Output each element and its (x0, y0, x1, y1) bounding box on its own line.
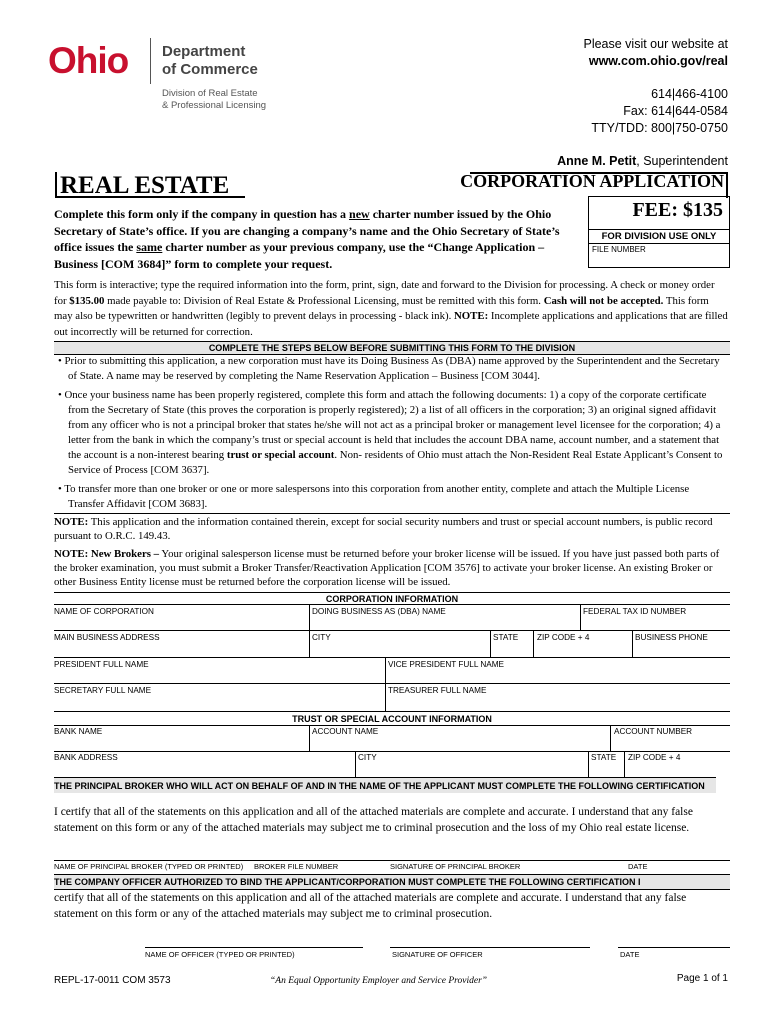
corp-col-line (490, 630, 491, 658)
title-right-rule (726, 172, 728, 198)
footer-motto: “An Equal Opportunity Employer and Service Provider” (270, 976, 488, 986)
officer-date-field[interactable]: DATE (620, 950, 640, 959)
bank-zip-field[interactable]: ZIP CODE + 4 (628, 753, 681, 762)
trust-band-line (54, 725, 730, 726)
account-name-field[interactable]: ACCOUNT NAME (312, 727, 379, 736)
corp-col-line (533, 630, 534, 658)
broker-sign-line (54, 860, 730, 861)
note-new-brokers (54, 547, 726, 589)
officer-name-line (145, 947, 363, 948)
note2-label: NOTE: New Brokers – (54, 548, 160, 560)
title-corporation-application: CORPORATION APPLICATION (460, 171, 724, 191)
officer-signature-field[interactable]: SIGNATURE OF OFFICER (392, 950, 483, 959)
intro-instructions (54, 206, 579, 272)
trust-col-line (624, 751, 625, 777)
superintendent-name: Anne M. Petit (557, 154, 637, 168)
corp-info-band: CORPORATION INFORMATION (54, 592, 730, 605)
corp-col-line (309, 604, 310, 630)
step-bullet-1: • Prior to submitting this application, a new corporation must have its Doing Business As (DBA) name approved by the Superintendent and the Secretary of State. A name may be reserved by completing the Name Reservation Application – Business [COM 3044]. (58, 355, 720, 382)
intro-part1: Complete this form only if the company in question has a (54, 207, 350, 221)
federal-tax-id-field[interactable]: FEDERAL TAX ID NUMBER (583, 607, 687, 616)
dba-name-field[interactable]: DOING BUSINESS AS (DBA) NAME (312, 607, 446, 616)
broker-file-number-field[interactable]: BROKER FILE NUMBER (254, 862, 339, 871)
instr-b: made payable to: Division of Real Estate & Professional Licensing, must be remitted with this form. (104, 294, 544, 307)
step2-text-a: Once your business name has been properly registered, complete this form and attach the following documents: 1) a copy of the corporate certificate from the Secretary of State (this proves the corporation is properly registered); 2) a list of all officers in the corporation; 3) an original signed affidavit from any officer who is not a principal broker that states he/she will not act as a principal broker or management level licensee for the corporation; 4) a letter from the bank in which the company’s trust or special account is held that includes the account DBA name, account number, and a statement that the account is a non-interest bearing (64, 389, 721, 461)
visit-text: Please visit our website at (583, 37, 728, 51)
corp-band-line (54, 604, 730, 605)
division-line2: & Professional Licensing (162, 100, 267, 111)
corp-row-line (54, 630, 730, 631)
phone-number: 614|466-4100 (651, 87, 728, 101)
account-number-field[interactable]: ACCOUNT NUMBER (614, 727, 693, 736)
instr-a: This form is interactive; type the required information into the form, print, sign, date and forward to the Division for processing. A check or money order for (54, 279, 715, 307)
division-name (162, 88, 266, 112)
broker-date-field[interactable]: DATE (628, 862, 648, 871)
form-id: REPL-17-0011 COM 3573 (54, 975, 171, 986)
step-bullet-2: • Once your business name has been properly registered, complete this form and attach the following documents: 1) a copy of the corporate certificate from the Secretary of State (this proves the corporation is properly registered); 2) a list of all officers in the corporation; 3) an original signed affidavit from any officer who is not a principal broker that states he/she will not act as a principal broker or management level licensee for the corporation; 4) a letter from the bank in which the company’s trust or special account is held that includes the account DBA name, account number, and a statement that the account is a non-interest bearing trust or special account. Non- residents of Ohio must attach the Non-Resident Real Estate Applicant’s Consent to Service of Process [COM 3637]. (58, 389, 723, 476)
trust-info-band: TRUST OR SPECIAL ACCOUNT INFORMATION (292, 714, 492, 724)
treasurer-name-field[interactable]: TREASURER FULL NAME (388, 686, 487, 695)
instr-amount: $135.00 (69, 294, 105, 307)
instr-d: Incomplete applications and applications that are filled out incorrectly will be returned for correction. (54, 310, 728, 338)
trust-col-line (588, 751, 589, 777)
instr-note: NOTE: (453, 310, 489, 322)
principal-broker-name-field[interactable]: NAME OF PRINCIPAL BROKER (TYPED OR PRINTED) (54, 862, 244, 871)
corp-col-line (385, 657, 386, 711)
bank-city-field[interactable]: CITY (358, 753, 377, 762)
title-real-estate: REAL ESTATE (60, 172, 230, 199)
contact-block (557, 36, 728, 170)
officer-date-line (618, 947, 730, 948)
officer-name-field[interactable]: NAME OF OFFICER (TYPED OR PRINTED) (145, 950, 295, 959)
step-bullet-3: • To transfer more than one broker or one or more salespersons into this corporation from another entity, complete and attach the Multiple License Transfer Affidavit [COM 3683]. (58, 483, 690, 510)
dept-line1: Department (162, 43, 246, 60)
logo-divider (150, 38, 151, 84)
main-business-address-field[interactable]: MAIN BUSINESS ADDRESS (54, 633, 160, 642)
fee-box (588, 196, 730, 268)
bank-state-field[interactable]: STATE (591, 753, 617, 762)
corp-row-line (54, 683, 730, 684)
fee-amount: FEE: $135 (632, 199, 723, 221)
trust-col-line (355, 751, 356, 777)
page-number: Page 1 of 1 (676, 973, 728, 984)
intro-part2: charter number issued by the Ohio Secretary of State’s office. If you are changing a company’s name and the Ohio Secretary of State’s office issues the (54, 207, 560, 254)
ohio-logo: Ohio (48, 40, 129, 81)
president-name-field[interactable]: PRESIDENT FULL NAME (54, 660, 149, 669)
state-field[interactable]: STATE (493, 633, 519, 642)
zip-code-field[interactable]: ZIP CODE + 4 (537, 633, 590, 642)
broker-cert-text: I certify that all of the statements on this application and all of the attached materials are complete and accurate. I understand that any false statement on this form or any of the attached materials may subject me to criminal prosecution and the loss of my Ohio real estate license. (54, 806, 693, 834)
step2-text-b: . Non- residents of Ohio must attach the Non-Resident Real Estate Applicant’s Consent to Service of Process [COM 3637]. (68, 449, 723, 476)
broker-cert-band: THE PRINCIPAL BROKER WHO WILL ACT ON BEHALF OF AND IN THE NAME OF THE APPLICANT MUST COMPLETE THE FOLLOWING CERTIFICATION (54, 777, 716, 793)
division-line1: Division of Real Estate (162, 88, 258, 99)
trust-col-line (309, 725, 310, 751)
superintendent (557, 153, 728, 170)
note1-text: This application and the information contained therein, except for social security numbers and trust or special account numbers, is public record pursuant to O.R.C. 149.43. (54, 516, 713, 542)
steps-band: COMPLETE THE STEPS BELOW BEFORE SUBMITTING THIS FORM TO THE DIVISION (54, 341, 730, 355)
website-link[interactable]: www.com.ohio.gov/real (588, 54, 728, 68)
intro-same-word: same (136, 240, 163, 254)
step2-bold: trust or special account (226, 449, 335, 461)
instr-cash: Cash will not be accepted. (543, 294, 664, 307)
corporation-name-field[interactable]: NAME OF CORPORATION (54, 607, 154, 616)
corp-row-line (54, 657, 730, 658)
bank-name-field[interactable]: BANK NAME (54, 727, 103, 736)
file-number-field[interactable]: FILE NUMBER (592, 245, 646, 254)
intro-new-word: new (349, 207, 370, 221)
fax-number: Fax: 614|644-0584 (623, 104, 728, 118)
trust-top-line (54, 711, 730, 712)
instr-c: This form may also be typewritten or handwritten (legibly to prevent delays in processing - black ink). (54, 294, 709, 322)
officer-cert-text: certify that all of the statements on this application and all of the attached materials are complete and accurate. I understand that any false statement on this form or any of the attached materials may subject me to criminal prosecution. (54, 892, 687, 920)
instructions-paragraph (54, 278, 729, 340)
notes-divider (54, 513, 730, 514)
secretary-name-field[interactable]: SECRETARY FULL NAME (54, 686, 152, 695)
corp-col-line (309, 630, 310, 658)
corp-col-line (632, 630, 633, 658)
corp-col-line (580, 604, 581, 630)
trust-col-line (610, 725, 611, 751)
dept-line2: of Commerce (162, 61, 258, 78)
department-name (162, 43, 258, 79)
step1-text: Prior to submitting this application, a new corporation must have its Doing Business As (DBA) name approved by the Superintendent and the Secretary of State. A name may be reserved by completing the Name Reservation Application – Business [COM 3044]. (64, 355, 720, 382)
note-public-record (54, 515, 726, 543)
note2-text: Your original salesperson license must be returned before your broker license will be issued. If you have just passed both parts of the broker examination, you must submit a Broker Transfer/Reactivation Application [COM 3576] to activate your broker license. An existing Broker or other Business Entity license must be returned before the corporation license will be issued. (54, 548, 720, 588)
officer-cert-band: THE COMPANY OFFICER AUTHORIZED TO BIND THE APPLICANT/CORPORATION MUST COMPLETE THE FOLLOWING CERTIFICATION I (54, 874, 730, 890)
broker-signature-field[interactable]: SIGNATURE OF PRINCIPAL BROKER (390, 862, 521, 871)
vice-president-name-field[interactable]: VICE PRESIDENT FULL NAME (388, 660, 505, 669)
city-field[interactable]: CITY (312, 633, 331, 642)
division-use-label: FOR DIVISION USE ONLY (589, 229, 729, 244)
superintendent-title: , Superintendent (636, 154, 728, 168)
tty-number: TTY/TDD: 800|750-0750 (591, 121, 728, 135)
bank-address-field[interactable]: BANK ADDRESS (54, 753, 118, 762)
steps-list (54, 354, 726, 512)
intro-part3: charter number as your previous company, use the “Change Application – Business [COM 3684]” form to complete your request. (54, 240, 545, 271)
officer-signature-line (390, 947, 590, 948)
step3-text: To transfer more than one broker or one or more salespersons into this corporation from another entity, complete and attach the Multiple License Transfer Affidavit [COM 3683]. (64, 483, 690, 510)
note1-label: NOTE: (54, 516, 89, 528)
title-left-rule (55, 172, 57, 198)
trust-row-line (54, 751, 730, 752)
business-phone-field[interactable]: BUSINESS PHONE (635, 633, 708, 642)
